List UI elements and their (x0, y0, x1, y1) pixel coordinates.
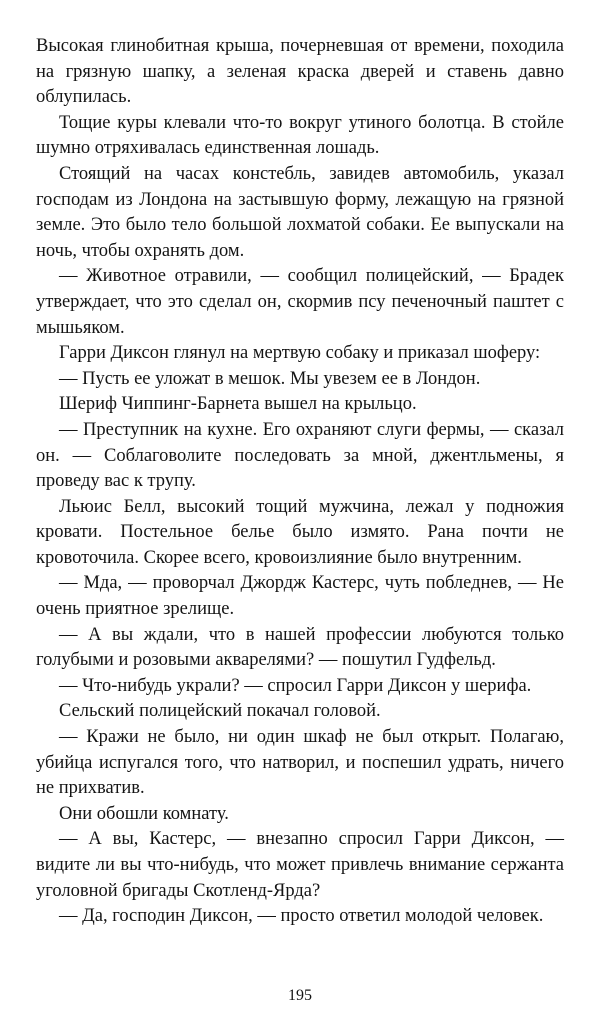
page-body (36, 34, 564, 930)
paragraph: — Кражи не было, ни один шкаф не был открыт. Полагаю, убийца испугался того, что натворил, и поспешил удрать, ничего не прихватив. (36, 727, 564, 799)
paragraph: — Да, господин Диксон, — просто ответил молодой человек. (59, 906, 544, 927)
paragraph: — Мда, — проворчал Джордж Кастерс, чуть побледнев, — Не очень приятное зрелище. (36, 573, 564, 620)
paragraph: Шериф Чиппинг-Барнета вышел на крыльцо. (59, 394, 417, 415)
paragraph: Высокая глинобитная крыша, почерневшая от времени, походила на грязную шапку, а зеленая краска дверей и ставень давно облупилась. (36, 36, 564, 108)
paragraph: — Пусть ее уложат в мешок. Мы увезем ее в Лондон. (59, 368, 481, 389)
paragraph: — А вы ждали, что в нашей профессии любуются только голубыми и розовыми акварелями? — пошутил Гудфельд. (36, 624, 564, 671)
paragraph: — Животное отравили, — сообщил полицейский, — Брадек утверждает, что это сделал он, скормив псу печеночный паштет с мышьяком. (36, 266, 564, 338)
paragraph: Сельский полицейский покачал головой. (59, 701, 381, 722)
paragraph: — А вы, Кастерс, — внезапно спросил Гарри Диксон, — видите ли вы что-нибудь, что может привлечь внимание сержанта уголовной бригады Скотленд-Ярда? (36, 829, 564, 901)
paragraph: Тощие куры клевали что-то вокруг утиного болотца. В стойле шумно отряхивалась единственная лошадь. (36, 112, 564, 159)
paragraph: Гарри Диксон глянул на мертвую собаку и приказал шоферу: (59, 343, 541, 364)
paragraph: — Что-нибудь украли? — спросил Гарри Диксон у шерифа. (59, 675, 532, 696)
paragraph: Стоящий на часах констебль, завидев автомобиль, указал господам из Лондона на застывшую форму, лежащую на грязной земле. Это было тело большой лохматой собаки. Ее выпускали на ночь, чтобы охранять дом. (36, 163, 564, 261)
paragraph: Они обошли комнату. (59, 803, 229, 824)
paragraph: — Преступник на кухне. Его охраняют слуги фермы, — сказал он. — Соблаговолите последовать за мной, джентльмены, я проведу вас к трупу. (36, 419, 564, 492)
page-number: 195 (288, 987, 312, 1004)
paragraph: Льюис Белл, высокий тощий мужчина, лежал у подножия кровати. Постельное белье было измято. Рана почти не кровоточила. Скорее всего, кровоизлияние было внутренним. (36, 496, 564, 568)
